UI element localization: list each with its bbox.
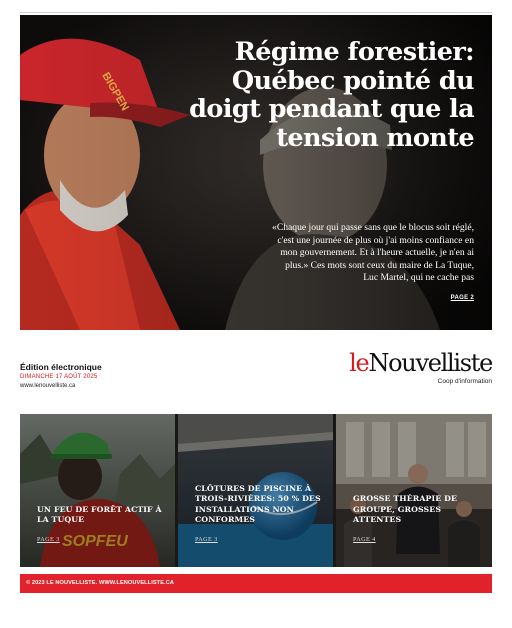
story-card-page-link[interactable]: PAGE 3: [37, 536, 60, 543]
story-card-pool[interactable]: [178, 414, 333, 567]
hero-story[interactable]: [20, 15, 492, 330]
story-card-page-link[interactable]: PAGE 4: [353, 536, 376, 543]
story-photo-meeting: [336, 414, 492, 567]
story-card-title[interactable]: CLÔTURES DE PISCINE À TROIS-RIVIÈRES: 50 % DES INSTALLATIONS NON CONFORMES: [195, 483, 321, 525]
brand-tagline: Coop d'information: [437, 378, 492, 385]
story-photo-firefighter: [20, 414, 175, 567]
vest-text: SOPFEU: [62, 533, 128, 550]
brand-logo: [349, 349, 492, 377]
story-cards: [20, 414, 492, 567]
brand-logo-block[interactable]: [349, 349, 492, 385]
edition-date: DIMANCHE 17 AOÛT 2025: [20, 374, 98, 380]
brand-logo-le: le: [349, 349, 369, 377]
footer-bar: [20, 574, 492, 593]
edition-url[interactable]: www.lenouvelliste.ca: [20, 383, 76, 389]
story-card-page-link[interactable]: PAGE 3: [195, 536, 218, 543]
hero-lead: «Chaque jour qui passe sans que le blocus soit réglé, c'est une journée de plus où j'ai moins confiance en mon gouvernement. Et à l'heure actuelle, je n'en ai plus.» Ces mots sont ceux du maire de La Tuque, Luc Martel, qui ne cache pas: [272, 222, 474, 284]
edition-info: [20, 362, 102, 389]
edition-title: Édition électronique: [20, 362, 102, 372]
story-card-fire[interactable]: [20, 414, 175, 567]
footer-copyright: © 2023 LE NOUVELLISTE. WWW.LENOUVELLISTE.CA: [26, 580, 174, 586]
story-card-title[interactable]: GROSSE THÉRAPIE DE GROUPE, GROSSES ATTENTES: [353, 494, 457, 525]
story-card-title[interactable]: UN FEU DE FORÊT ACTIF À LA TUQUE: [37, 504, 162, 525]
hero-headline[interactable]: Régime forestier: Québec pointé du doigt pendant que la tension monte: [189, 37, 474, 153]
hero-page-link[interactable]: PAGE 2: [450, 295, 474, 301]
brand-logo-rest: Nouvelliste: [368, 349, 492, 377]
story-card-therapy[interactable]: [336, 414, 492, 567]
top-divider: [20, 12, 492, 13]
